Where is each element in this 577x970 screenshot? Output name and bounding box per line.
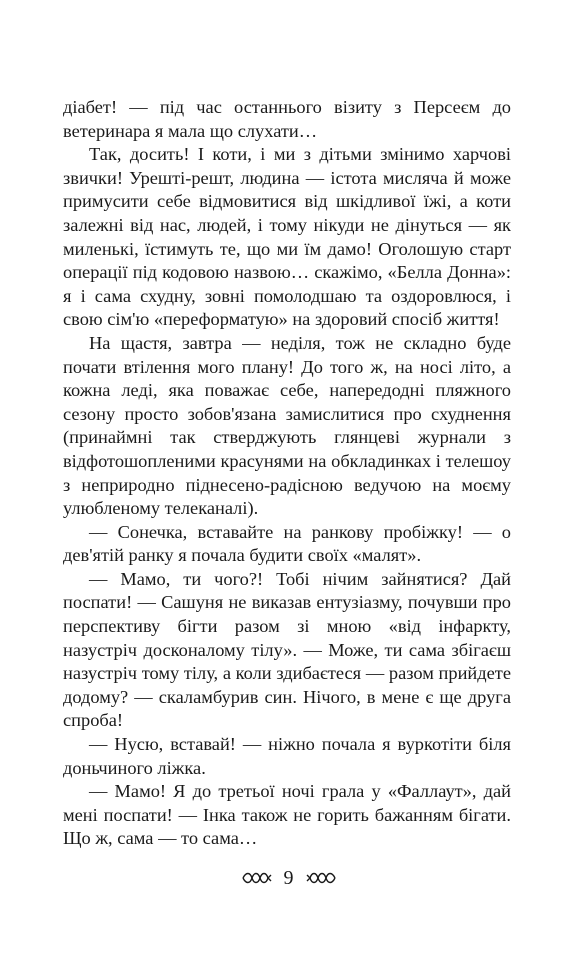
paragraph: — Мамо! Я до третьої ночі грала у «Фаллаут», дай мені поспати! — Інка також не горить бажанням бігати. Що ж, сама — то сама… xyxy=(63,781,511,849)
paragraph: На щастя, завтра — неділя, тож не складно буде почати втілення мого плану! До того ж, на носі літо, а кожна леді, яка поважає себе, напередодні пляжного сезону просто зобов'язана замислитися про схуднення (принаймні так стверджують глянцеві журнали з відфотошопленими красунями на обкладинках і телешоу з неприродно піднесено-радісною ведучою на моєму улюбленому телеканалі). xyxy=(63,332,511,519)
paragraph: Так, досить! І коти, і ми з дітьми змінимо харчові звички! Урешті-решт, людина — істота мисляча й може примусити себе відмовитися від шкідливої їжі, а коти залежні від нас, людей, і тому нікуди не дінуться — як миленькі, їстимуть те, що ми їм дамо! Оголошую старт операції під кодовою назвою… скажімо, «Белла Донна»: я і сама схудну, зовні помолодшаю та оздоровлюся, і свою сім'ю «переформатую» на здоровий спосіб життя! xyxy=(63,144,511,330)
body-text xyxy=(63,96,511,851)
paragraph: — Сонечка, вставайте на ранкову пробіжку! — о дев'ятій ранку я почала будити своїх «малят». xyxy=(63,521,511,566)
paragraph: — Мамо, ти чого?! Тобі нічим зайнятися? Дай поспати! — Сашуня не виказав ентузіазму, почувши про перспективу бігти разом зі мною «від інфаркту, назустріч досконалому тілу». — Може, ти сама збігаєш назустріч тому тілу, а коли здибаєтеся — разом прийдете додому? — скаламбурив син. Нічого, в мене є ще друга спроба! xyxy=(63,568,511,731)
page-number: 9 xyxy=(283,867,294,889)
braid-ornament-icon xyxy=(306,871,336,885)
braid-ornament-icon xyxy=(242,871,272,885)
paragraph: — Нусю, вставай! — ніжно почала я вуркотіти біля доньчиного ліжка. xyxy=(63,734,511,778)
page-footer xyxy=(0,868,577,888)
paragraph: діабет! — під час останнього візиту з Персеєм до ветеринара я мала що слухати… xyxy=(63,97,511,141)
